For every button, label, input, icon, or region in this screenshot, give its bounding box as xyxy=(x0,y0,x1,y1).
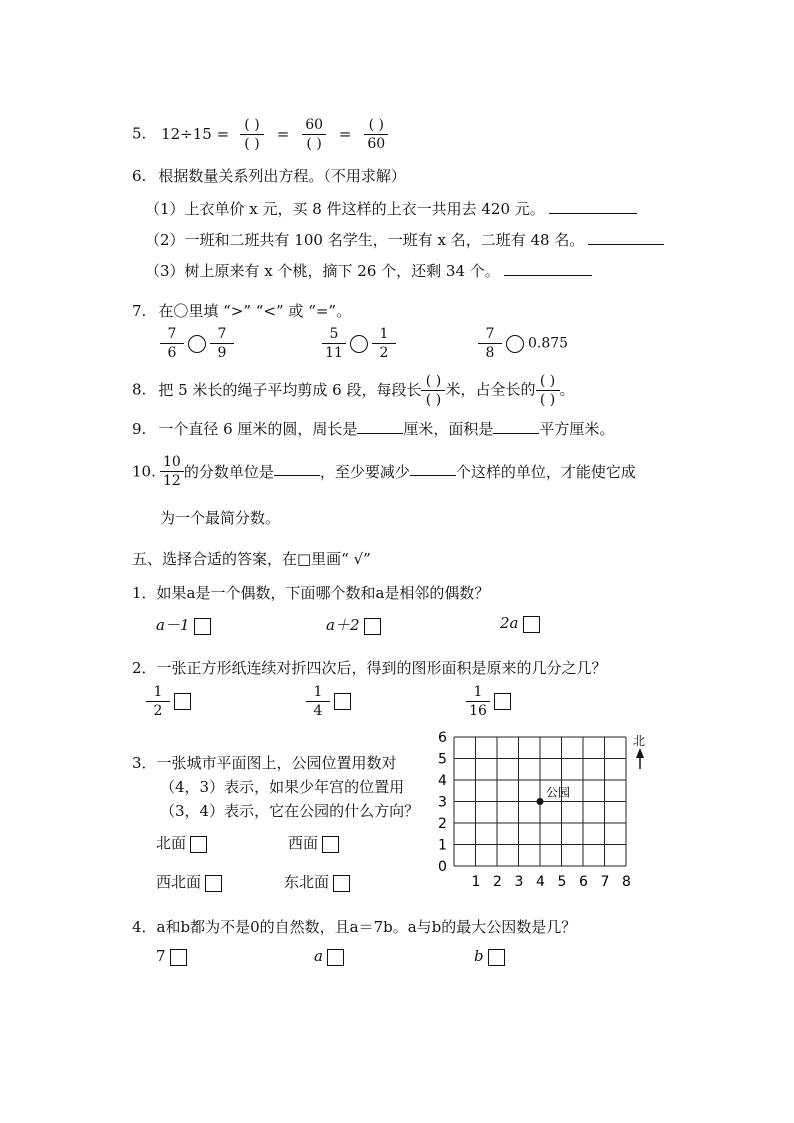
checkbox[interactable] xyxy=(523,616,540,633)
c1-opt-3: 2a xyxy=(500,614,540,633)
q10-line2: 为一个最简分数。 xyxy=(160,509,281,527)
checkbox[interactable] xyxy=(364,618,381,635)
q6-title: 6. 根据数量关系列出方程。（不用求解） xyxy=(132,167,406,185)
map-grid xyxy=(430,727,640,892)
q5-expr: 12÷15 = xyxy=(161,124,230,143)
x-tick-label: 2 xyxy=(493,874,502,890)
c3-line-2: （4，3）表示，如果少年宫的位置用 xyxy=(160,778,405,796)
y-tick-label: 4 xyxy=(438,773,447,789)
q7-a: $\frac{7}{6}$ $\frac{7}{9}$ xyxy=(160,327,234,360)
q9: 9. 一个直径 6 厘米的圆，周长是 厘米，面积是 平方厘米。 xyxy=(132,420,615,438)
q5-frac2: $\frac{60}{( )}$ xyxy=(302,118,326,151)
c4-opt-1: 7 xyxy=(156,947,187,966)
y-tick-label: 2 xyxy=(438,816,447,832)
answer-blank[interactable] xyxy=(588,232,664,245)
checkbox[interactable] xyxy=(174,693,191,710)
city-map xyxy=(430,727,640,892)
north-label: 北 xyxy=(633,734,646,748)
checkbox[interactable] xyxy=(327,949,344,966)
q6-item-3: （3）树上原来有 x 个桃，摘下 26 个，还剩 34 个。 xyxy=(145,260,592,281)
checkbox[interactable] xyxy=(190,836,207,853)
q7-c: $\frac{7}{8}$ 0.875 xyxy=(478,327,568,360)
q6-item-2: （2）一班和二班共有 100 名学生，一班有 x 名，二班有 48 名。 xyxy=(145,229,664,250)
q5-num: 5. xyxy=(132,124,147,143)
y-tick-label: 3 xyxy=(438,794,447,811)
x-tick-label: 8 xyxy=(622,874,631,890)
c3-opt-3: 西北面 xyxy=(156,871,222,892)
park-label: 公园 xyxy=(546,785,571,800)
q5-frac3: $\frac{( )}{60}$ xyxy=(364,118,388,151)
q5: 5. 12÷15 = $\frac{( )}{( )}$ = $\frac{60}{( )}$ = $\frac{( )}{60}$ xyxy=(132,118,388,151)
y-tick-label: 0 xyxy=(438,859,447,875)
x-tick-label: 6 xyxy=(579,874,588,890)
y-tick-label: 1 xyxy=(438,837,447,854)
c1-opt-1: a－1 xyxy=(156,614,211,635)
c3-line-3: （3，4）表示，它在公园的什么方向？ xyxy=(160,802,420,820)
answer-blank[interactable] xyxy=(357,421,403,434)
c2-opt-3: $\frac{1}{16}$ xyxy=(466,685,511,718)
c4-title: 4．a和b都为不是0的自然数，且a＝7b。a与b的最大公因数是几？ xyxy=(132,918,577,936)
x-tick-label: 7 xyxy=(600,874,610,890)
answer-blank[interactable] xyxy=(410,463,456,476)
c1-title: 1．如果a是一个偶数，下面哪个数和a是相邻的偶数？ xyxy=(132,584,490,602)
checkbox[interactable] xyxy=(488,949,505,966)
compare-circle[interactable] xyxy=(350,335,368,353)
c3-opt-4: 东北面 xyxy=(284,871,350,892)
x-tick-label: 1 xyxy=(471,874,481,890)
q10: 10. $\frac{10}{12}$ 的分数单位是 ，至少要减少 个这样的单位，才能使它成 xyxy=(132,454,636,489)
y-tick-label: 6 xyxy=(438,730,447,746)
c3-opt-1: 北面 xyxy=(156,832,207,853)
section-title: 五、选择合适的答案，在□里画“ √” xyxy=(132,550,371,568)
answer-blank[interactable] xyxy=(493,421,539,434)
c4-opt-2: a xyxy=(314,947,344,966)
q7-b: $\frac{5}{11}$ $\frac{1}{2}$ xyxy=(322,327,396,360)
answer-blank[interactable] xyxy=(274,463,320,476)
checkbox[interactable] xyxy=(205,875,222,892)
compare-circle[interactable] xyxy=(188,335,206,353)
c3-line-1: 3．一张城市平面图上，公园位置用数对 xyxy=(132,754,397,772)
x-tick-label: 5 xyxy=(557,874,567,890)
c4-opt-3: b xyxy=(474,947,505,966)
c2-opt-1: $\frac{1}{2}$ xyxy=(146,685,191,718)
y-tick-label: 5 xyxy=(438,751,447,768)
checkbox[interactable] xyxy=(333,875,350,892)
checkbox[interactable] xyxy=(194,618,211,635)
c2-opt-2: $\frac{1}{4}$ xyxy=(306,685,351,718)
q7-title: 7. 在〇里填 “>” “<” 或 “=”。 xyxy=(132,302,352,320)
compare-circle[interactable] xyxy=(506,335,524,353)
q8: 8. 把 5 米长的绳子平均剪成 6 段，每段长 $\frac{( )}{( )}$ 米，占全长的 $\frac{( )}{( )}$ 。 xyxy=(132,373,575,408)
c2-title: 2．一张正方形纸连续对折四次后，得到的图形面积是原来的几分之几？ xyxy=(132,659,607,677)
checkbox[interactable] xyxy=(494,693,511,710)
q5-frac1: $\frac{( )}{( )}$ xyxy=(240,118,264,151)
checkbox[interactable] xyxy=(170,949,187,966)
x-tick-label: 4 xyxy=(536,874,545,890)
x-tick-label: 3 xyxy=(514,874,524,890)
park-point xyxy=(537,798,544,805)
checkbox[interactable] xyxy=(322,836,339,853)
q6-item-1: （1）上衣单价 x 元，买 8 件这样的上衣一共用去 420 元。 xyxy=(145,198,637,219)
checkbox[interactable] xyxy=(334,693,351,710)
c1-opt-2: a＋2 xyxy=(326,614,381,635)
north-arrow-icon xyxy=(634,748,646,770)
answer-blank[interactable] xyxy=(549,201,637,214)
c3-opt-2: 西面 xyxy=(288,832,339,853)
answer-blank[interactable] xyxy=(504,263,592,276)
